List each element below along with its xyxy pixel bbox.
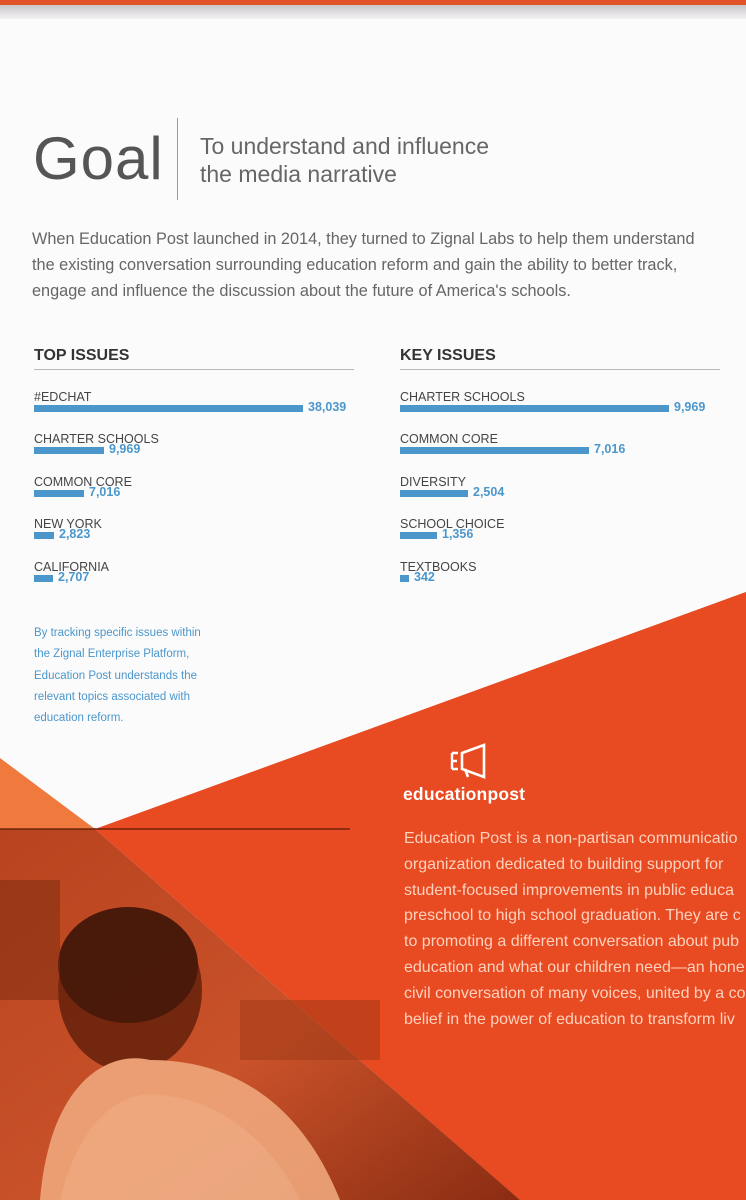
- note-line: relevant topics associated with: [34, 690, 190, 703]
- top-issue-value: 7,016: [89, 484, 121, 499]
- key-issue-bar: [400, 575, 409, 582]
- top-issue-value: 2,823: [59, 527, 91, 542]
- note-line: education reform.: [34, 712, 124, 725]
- key-issue-label: CHARTER SCHOOLS: [400, 390, 525, 404]
- goal-divider: [177, 118, 178, 200]
- brand-logo-text: educationpost: [403, 784, 526, 804]
- about-line: organization dedicated to building support for: [404, 855, 724, 873]
- goal-subtitle-line: To understand and influence: [200, 133, 489, 159]
- key-issue-label: TEXTBOOKS: [400, 559, 477, 574]
- top-issue-value: 9,969: [109, 442, 141, 457]
- note-line: the Zignal Enterprise Platform,: [34, 648, 190, 661]
- top-issue-value: 2,707: [58, 569, 90, 584]
- key-issue-value: 9,969: [674, 400, 706, 414]
- intro-line: engage and influence the discussion about the future of America's schools.: [32, 282, 571, 300]
- key-issue-value: 7,016: [594, 442, 626, 457]
- intro-line: the existing conversation surrounding education reform and gain the ability to better track,: [32, 256, 678, 274]
- key-issue-row: [400, 432, 740, 472]
- about-line: Education Post is a non-partisan communicatio: [404, 830, 738, 847]
- key-issue-bar: [400, 532, 437, 539]
- key-issue-row: [400, 475, 740, 515]
- top-issue-bar: [34, 405, 303, 412]
- key-issue-bar: [400, 405, 669, 412]
- key-issue-label: DIVERSITY: [400, 474, 466, 489]
- top-issue-bar: [34, 447, 104, 454]
- key-issue-label: COMMON CORE: [400, 432, 498, 447]
- top-issue-bar: [34, 490, 84, 497]
- key-issue-row: [400, 390, 740, 430]
- key-issue-value: 2,504: [473, 484, 505, 499]
- top-issue-label: COMMON CORE: [34, 474, 132, 489]
- note-line: By tracking specific issues within: [34, 627, 201, 639]
- top-issue-row: [34, 475, 374, 515]
- tracking-note: [34, 623, 224, 729]
- key-issues-rule: [400, 369, 720, 370]
- about-line: student-focused improvements in public educa: [404, 881, 734, 899]
- top-issue-label: CHARTER SCHOOLS: [34, 432, 159, 447]
- about-line: belief in the power of education to transform liv: [404, 1010, 735, 1028]
- goal-subtitle-line: the media narrative: [200, 161, 397, 187]
- top-issue-label: #EDCHAT: [34, 390, 92, 404]
- key-issue-value: 342: [414, 569, 435, 584]
- key-issue-label: SCHOOL CHOICE: [400, 517, 505, 532]
- top-issue-bar: [34, 532, 54, 539]
- top-issues-rule: [34, 369, 354, 370]
- about-line: education and what our children need—an hone: [404, 958, 745, 976]
- key-issue-bar: [400, 490, 468, 497]
- goal-subtitle: [200, 132, 560, 188]
- top-issue-label: NEW YORK: [34, 517, 102, 532]
- goal-title: Goal: [33, 125, 164, 192]
- intro-paragraph: [32, 226, 722, 304]
- top-issues-title: TOP ISSUES: [34, 347, 130, 364]
- top-issue-row: [34, 517, 374, 557]
- key-issues-title: KEY ISSUES: [400, 347, 496, 364]
- top-issue-label: CALIFORNIA: [34, 559, 110, 574]
- about-line: preschool to high school graduation. They are c: [404, 907, 741, 925]
- about-line: to promoting a different conversation about pub: [404, 933, 740, 951]
- key-issue-value: 1,356: [442, 527, 474, 542]
- about-line: civil conversation of many voices, united by a co: [404, 984, 746, 1002]
- intro-line: When Education Post launched in 2014, they turned to Zignal Labs to help them understand: [32, 230, 695, 248]
- key-issue-bar: [400, 447, 589, 454]
- top-issue-row: [34, 432, 374, 472]
- megaphone-icon: [449, 743, 489, 779]
- about-paragraph: [404, 826, 746, 1032]
- top-issue-value: 38,039: [308, 400, 347, 414]
- top-issue-row: [34, 390, 374, 430]
- key-issue-row: [400, 517, 740, 557]
- key-issue-row: [400, 560, 740, 600]
- note-line: Education Post understands the: [34, 669, 198, 682]
- top-issue-bar: [34, 575, 53, 582]
- top-issue-row: [34, 560, 374, 600]
- left-orange-triangle: [0, 758, 95, 829]
